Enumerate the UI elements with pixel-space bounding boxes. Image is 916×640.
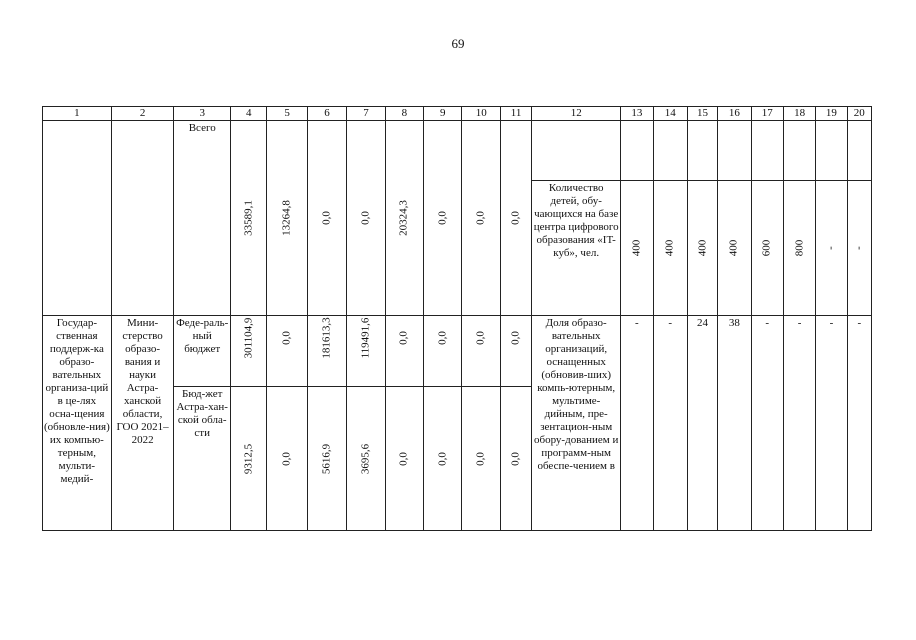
amount-cell: 20324,3 — [385, 121, 423, 316]
value-empty-cell — [751, 121, 783, 181]
indicator-value-cell: 600 — [751, 181, 783, 316]
amount-cell: 9312,5 — [231, 387, 267, 531]
value-empty-cell — [653, 121, 687, 181]
col-num-13: 13 — [621, 107, 653, 121]
page-number: 69 — [451, 36, 465, 51]
col-num-15: 15 — [687, 107, 717, 121]
amount-cell: 0,0 — [462, 316, 500, 387]
col-num-9: 9 — [424, 107, 462, 121]
amount-cell: 0,0 — [385, 387, 423, 531]
table-row — [43, 121, 872, 181]
value-empty-cell — [783, 121, 815, 181]
executor-cell: Мини-стерство образо-вания и науки Астра-ханской области, ГОО 2021–2022 — [111, 316, 174, 531]
value-empty-cell — [816, 121, 847, 181]
indicator-cell: Доля образо-вательных организаций, оснащенных (обновив-ших) компь-ютерным, мультиме-дийным, пре-зентацион-ным обору-дованием и программ-ным обеспе-чением в — [532, 316, 621, 531]
col-num-18: 18 — [783, 107, 815, 121]
amount-cell: 0,0 — [424, 387, 462, 531]
program-table — [42, 106, 872, 531]
indicator-value-cell: - — [816, 316, 847, 531]
indicator-value-cell: 24 — [687, 316, 717, 531]
amount-cell: 0,0 — [462, 387, 500, 531]
col-num-4: 4 — [231, 107, 267, 121]
col-num-14: 14 — [653, 107, 687, 121]
amount-cell: 0,0 — [500, 387, 531, 531]
amount-cell: 0,0 — [462, 121, 500, 316]
amount-cell: 301104,9 — [231, 316, 267, 387]
amount-cell: 181613,3 — [307, 316, 346, 387]
col-num-7: 7 — [347, 107, 385, 121]
amount-cell: 5616,9 — [307, 387, 346, 531]
col-num-8: 8 — [385, 107, 423, 121]
amount-cell: 0,0 — [500, 121, 531, 316]
value-empty-cell — [687, 121, 717, 181]
col-num-20: 20 — [847, 107, 871, 121]
indicator-value-cell: 400 — [621, 181, 653, 316]
amount-cell: 0,0 — [424, 121, 462, 316]
col-num-6: 6 — [307, 107, 346, 121]
amount-cell: 0,0 — [267, 387, 307, 531]
col-num-2: 2 — [111, 107, 174, 121]
table-row — [43, 316, 872, 387]
amount-cell: 0,0 — [347, 121, 385, 316]
indicator-cell: Количество детей, обу-чающихся на базе центра цифрового образования «IT-куб», чел. — [532, 181, 621, 316]
indicator-value-cell: - — [847, 316, 871, 531]
col-num-16: 16 — [718, 107, 751, 121]
event-cell — [43, 121, 112, 316]
col-num-5: 5 — [267, 107, 307, 121]
funding-source-federal: Феде-раль-ный бюджет — [174, 316, 231, 387]
amount-cell: 0,0 — [267, 316, 307, 387]
col-num-1: 1 — [43, 107, 112, 121]
value-empty-cell — [718, 121, 751, 181]
col-num-12: 12 — [532, 107, 621, 121]
executor-cell — [111, 121, 174, 316]
indicator-value-cell: - — [816, 181, 847, 316]
indicator-value-cell: - — [751, 316, 783, 531]
indicator-value-cell: 400 — [718, 181, 751, 316]
event-cell: Государ-ственная поддерж-ка образо-вательных организа-ций в це-лях осна-щения (обновле-ния) их компью-терным, мульти-медий- — [43, 316, 112, 531]
funding-source-total: Всего — [174, 121, 231, 316]
amount-cell: 0,0 — [424, 316, 462, 387]
amount-cell: 3695,6 — [347, 387, 385, 531]
col-num-11: 11 — [500, 107, 531, 121]
col-num-19: 19 — [816, 107, 847, 121]
funding-source-regional: Бюд-жет Астра-хан-ской обла-сти — [174, 387, 231, 531]
col-num-10: 10 — [462, 107, 500, 121]
indicator-value-cell: - — [653, 316, 687, 531]
indicator-value-cell: 800 — [783, 181, 815, 316]
value-empty-cell — [621, 121, 653, 181]
indicator-value-cell: 400 — [653, 181, 687, 316]
amount-cell: 13264,8 — [267, 121, 307, 316]
indicator-value-cell: - — [847, 181, 871, 316]
value-empty-cell — [847, 121, 871, 181]
indicator-value-cell: 400 — [687, 181, 717, 316]
col-num-17: 17 — [751, 107, 783, 121]
amount-cell: 0,0 — [385, 316, 423, 387]
col-num-3: 3 — [174, 107, 231, 121]
column-number-row — [43, 107, 872, 121]
amount-cell: 33589,1 — [231, 121, 267, 316]
amount-cell: 0,0 — [500, 316, 531, 387]
amount-cell: 119491,6 — [347, 316, 385, 387]
indicator-empty-cell — [532, 121, 621, 181]
amount-cell: 0,0 — [307, 121, 346, 316]
indicator-value-cell: - — [783, 316, 815, 531]
indicator-value-cell: - — [621, 316, 653, 531]
indicator-value-cell: 38 — [718, 316, 751, 531]
